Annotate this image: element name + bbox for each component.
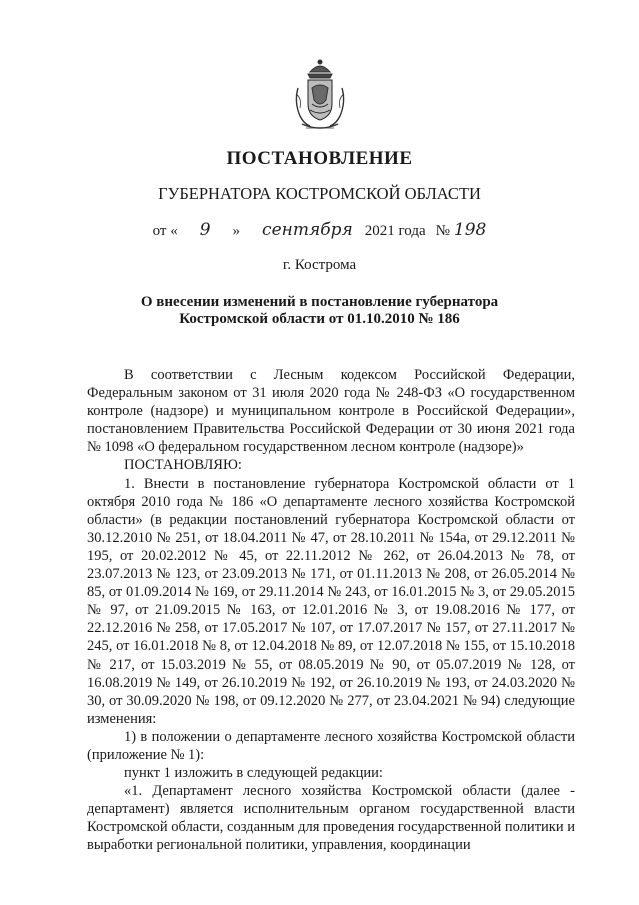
heading-line-2: Костромской области от 01.10.2010 № 186	[179, 311, 460, 327]
document-number-handwritten: 198	[453, 220, 487, 240]
document-city: г. Кострома	[282, 257, 357, 273]
instruction-paragraph: пункт 1 изложить в следующей редакции:	[124, 765, 383, 782]
date-line	[0, 220, 639, 240]
amendment-paragraph: 1. Внести в постановление губернатора Костромской области от 1 октября 2010 года № 186 «О департаменте лесного хозяйства Костромской области» (в редакции постановлений губернатора Костромской области от 30.12.2010 № 251, от 18.04.2011 № 47, от 28.10.2011 № 154а, от 29.12.2011 № 195, от 20.02.2012 № 45, от 22.11.2012 № 262, от 26.04.2013 № 78, от 23.07.2013 № 123, от 23.09.2013 № 171, от 01.11.2013 № 208, от 26.05.2014 № 85, от 01.09.2014 № 169, от 29.11.2014 № 243, от 16.01.2015 № 3, от 29.05.2015 № 97, от 21.09.2015 № 163, от 12.01.2016 № 3, от 19.08.2016 № 177, от 22.12.2016 № 258, от 17.05.2017 № 107, от 17.07.2017 № 157, от 27.11.2017 № 245, от 16.01.2018 № 8, от 12.04.2018 № 89, от 12.07.2018 № 155, от 15.10.2018 № 217, от 15.03.2019 № 55, от 08.05.2019 № 90, от 05.07.2019 № 128, от 16.08.2019 № 149, от 26.10.2019 № 192, от 26.10.2019 № 193, от 24.03.2020 № 30, от 30.09.2020 № 198, от 09.12.2020 № 277, от 23.04.2021 № 94) следующие изменения:	[87, 475, 575, 727]
coat-of-arms-icon	[292, 58, 348, 134]
preamble-paragraph: В соответствии с Лесным кодексом Российской Федерации, Федеральным законом от 31 июля 2020 года № 248-ФЗ «О государственном контроле (надзоре) и муниципальном контроле в Российской Федерации», постановлением Правительства Российской Федерации от 30 июня 2021 года № 1098 «О федеральном государственном лесном контроле (надзоре)»	[87, 367, 575, 456]
date-year: 2021 года	[364, 223, 426, 239]
document-heading	[0, 294, 639, 328]
subitem-paragraph: 1) в положении о департаменте лесного хозяйства Костромской области (приложение № 1):	[87, 728, 575, 763]
date-month-handwritten: сентября	[262, 220, 353, 240]
document-title: ПОСТАНОВЛЕНИЕ	[226, 148, 413, 169]
date-middle: »	[232, 223, 241, 239]
new-wording-paragraph: «1. Департамент лесного хозяйства Костромской области (далее - департамент) является исполнительным органом государственной власти Костромской области, созданным для проведения государственной политики и выработки региональной политики, управления, координации	[87, 783, 575, 854]
number-label: №	[435, 223, 450, 239]
document-body	[87, 366, 575, 855]
decree-word: ПОСТАНОВЛЯЮ:	[124, 457, 242, 474]
document-issuer: ГУБЕРНАТОРА КОСТРОМСКОЙ ОБЛАСТИ	[158, 184, 481, 203]
date-prefix: от «	[152, 223, 178, 239]
heading-line-1: О внесении изменений в постановление губернатора	[140, 294, 499, 310]
date-day-handwritten: 9	[199, 220, 211, 240]
